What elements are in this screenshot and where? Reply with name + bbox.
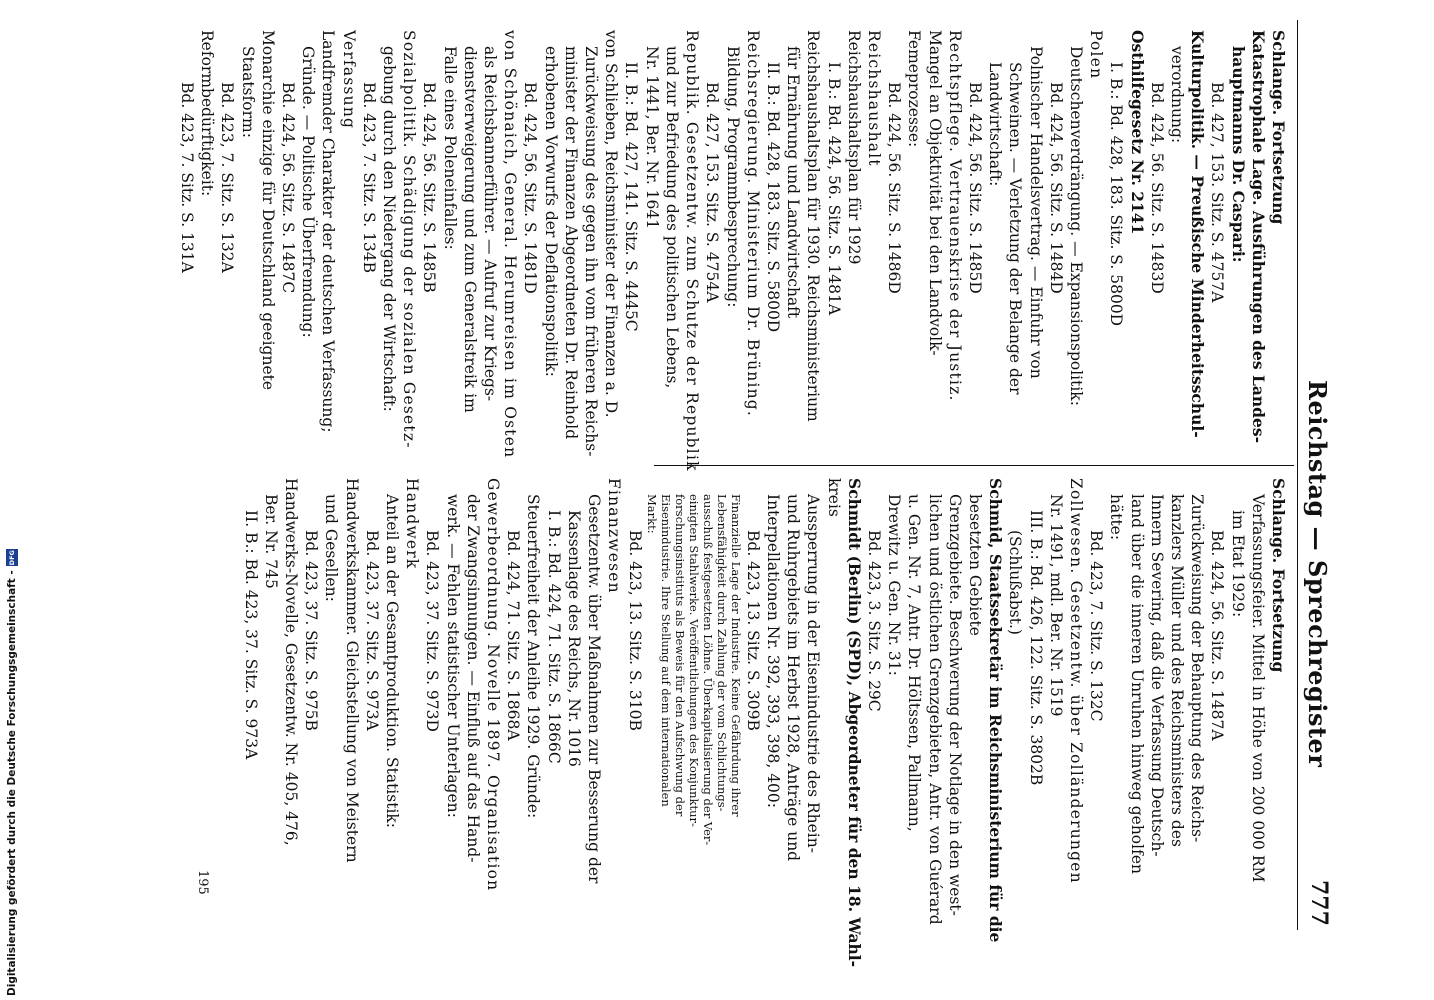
- register-line: Ber. Nr. 745: [261, 494, 280, 589]
- register-line: Reichshaushaltsplan für 1930. Reichsministerium: [804, 30, 823, 422]
- register-line: Bd. 424, 56. Sitz. S. 1484D: [1046, 82, 1065, 294]
- register-line: Osthilfegesetz Nr. 2141: [1127, 30, 1147, 235]
- register-line: Anteil an der Gesamtproduktion. Statistik:: [383, 494, 402, 829]
- register-line: I. B.: Bd. 428, 183. Sitz. S. 5800D: [1107, 62, 1126, 327]
- register-line: Handwerks-Novelle, Gesetzentw. Nr. 405, 476,: [282, 478, 301, 846]
- register-line: Lebensfähigkeit durch Zahlung der vom Schlichtungs-: [714, 494, 729, 812]
- register-line: Deutschenverdrängung. — Expansionspolitik:: [1066, 46, 1085, 406]
- register-line: Landwirtschaft:: [986, 62, 1005, 187]
- register-line: Aussperrung in der Eisenindustrie des Rhein-: [804, 494, 823, 853]
- register-line: Interpellationen Nr. 392, 393, 398, 400:: [763, 494, 782, 808]
- register-line: Zurückweisung der Behauptung des Reichs-: [1188, 494, 1207, 843]
- register-line: Drewitz u. Gen. Nr. 31:: [885, 494, 904, 676]
- register-line: von Schlieben, Reichsminister der Finanzen a. D.: [602, 30, 621, 418]
- register-line: Mangel an Objektivität bei den Landvolk-: [925, 30, 944, 356]
- register-line: Monarchie einzige für Deutschland geeignete: [258, 30, 277, 391]
- register-line: minister der Finanzen Abgeordneten Dr. Reinhold: [561, 46, 580, 440]
- register-line: Reformbedürftigkeit:: [198, 30, 217, 197]
- register-line: Bildung, Programmbesprechung:: [723, 46, 742, 308]
- register-line: forschungsinstituts als Beweis für den Aufschwung der: [672, 494, 687, 817]
- register-line: lichen und östlichen Grenzgebieten, Antr. von Guérard: [925, 494, 944, 925]
- register-line: u. Gen. Nr. 7, Antr. Dr. Höltssen, Pallmann,: [905, 494, 924, 832]
- register-line: kanzlers Müller und des Reichsministers des: [1167, 494, 1186, 847]
- register-line: Bd. 424, 56. Sitz. S. 1483D: [1147, 82, 1166, 294]
- register-line: hauptmanns Dr. Caspari:: [1228, 46, 1248, 263]
- dfg-logo-icon: DFG: [8, 550, 16, 566]
- register-line: kreis: [824, 478, 843, 517]
- register-line: (Schlußabst.): [1006, 530, 1025, 635]
- register-line: Bd. 427, 153. Sitz. S. 4754A: [703, 82, 722, 303]
- register-line: Reichshaushaltsplan für 1929: [844, 30, 863, 265]
- register-line: Bd. 423, 13. Sitz. S. 309B: [743, 530, 762, 731]
- register-line: Bd. 423, 37. Sitz. S. 975B: [302, 530, 321, 731]
- register-line: Gesetzentw. über Maßnahmen zur Besserung der: [585, 494, 604, 884]
- register-line: erhobenen Vorwurfs der Deflationspolitik:: [541, 46, 560, 377]
- register-line: Finanzielle Lage der Industrie. Keine Gefährdung ihrer: [728, 494, 743, 817]
- register-line: Katastrophale Lage. Ausführungen des Landes-: [1248, 30, 1268, 444]
- register-line: Schlange. Fortsetzung: [1269, 30, 1288, 225]
- register-line: Nr. 1491, mdl. Ber. Nr. 1519: [1046, 494, 1065, 717]
- register-line: Bd. 423, 3. Sitz. S. 29C: [864, 530, 883, 712]
- register-line: Bd. 423, 7. Sitz. S. 132A: [218, 82, 237, 273]
- right-column: [240, 478, 1288, 968]
- register-line: Bd. 424, 56. Sitz. S. 1487A: [1208, 530, 1227, 741]
- register-line: ausschuß festgesetzten Löhne. Überkapitalisierung der Ver-: [700, 494, 715, 846]
- register-line: Handwerk: [403, 478, 422, 570]
- register-line: Schmid, Staatssekretär im Reichsministerium für die: [986, 478, 1006, 943]
- running-title: Reichstag — Sprechregister: [1303, 380, 1332, 768]
- register-line: der Zwangsinnungen. — Einfluß auf das Hand-: [463, 494, 482, 863]
- register-line: und zur Befriedung des politischen Lebens,: [662, 46, 681, 389]
- register-line: land über die inneren Unruhen hinweg geholfen: [1127, 494, 1146, 874]
- register-line: Nr. 1441, Ber. Nr. 1641: [642, 46, 661, 230]
- register-line: Grenzgebiete. Beschwerung der Notlage in den west-: [945, 494, 964, 916]
- register-line: Handwerkskammer. Gleichstellung von Meistern: [342, 478, 361, 863]
- register-line: II. B.: Bd. 428, 183. Sitz. S. 5800D: [763, 62, 782, 333]
- register-line: Verfassung: [339, 30, 358, 130]
- register-line: Reichshaushalt: [864, 30, 883, 167]
- register-line: Bd. 423, 7. Sitz. S. 131A: [178, 82, 197, 273]
- register-line: Bd. 424, 56. Sitz. S. 1481D: [521, 82, 540, 294]
- register-line: Femeprozesse:: [905, 30, 924, 148]
- register-line: verordnung:: [1167, 46, 1186, 144]
- register-line: Gewerbeordnung. Novelle 1897. Organisation: [484, 478, 503, 892]
- register-line: Verfassungsfeier. Mittel in Höhe von 200 000 RM: [1248, 494, 1267, 883]
- register-line: Bd. 423, 7. Sitz. S. 132C: [1087, 530, 1106, 722]
- register-line: Bd. 423, 37. Sitz. S. 973D: [423, 530, 442, 732]
- register-line: und Gesellen:: [322, 494, 341, 602]
- register-line: Kulturpolitik. — Preußische Minderheitsschul-: [1188, 30, 1208, 438]
- register-line: Innern Severing, daß die Verfassung Deutsch-: [1147, 494, 1166, 857]
- register-line: Bd. 427, 153. Sitz. S. 4757A: [1208, 82, 1227, 303]
- register-line: Landfremder Charakter der deutschen Verfassung;: [319, 30, 338, 433]
- register-line: Republik. Gesetzentw. zum Schutze der Republik: [683, 30, 702, 472]
- register-line: Bd. 424, 56. Sitz. S. 1485D: [965, 82, 984, 294]
- register-line: Bd. 423, 7. Sitz. S. 134B: [359, 82, 378, 274]
- register-line: für Ernährung und Landwirtschaft: [784, 46, 803, 319]
- register-line: Markt:: [644, 494, 659, 534]
- attribution-text: Digitalisierung gefördert durch die Deutsche Forschungsgemeinschaft -: [6, 570, 18, 996]
- register-line: dienstverweigerung und zum Generalstreik im: [460, 46, 479, 413]
- register-line: Schlange. Fortsetzung: [1269, 478, 1288, 673]
- register-line: Sozialpolitik. Schädigung der sozialen Gesetz-: [400, 30, 419, 449]
- register-line: III. B.: Bd. 426, 122. Sitz. S. 3802B: [1026, 510, 1045, 786]
- register-line: und Ruhrgebiets im Herbst 1928, Anträge und: [784, 494, 803, 862]
- register-line: II. B.: Bd. 423, 37. Sitz. S. 973A: [241, 510, 260, 760]
- register-line: Schmidt (Berlin) (SPD), Abgeordneter für den 18. Wahl-: [844, 478, 864, 968]
- register-line: Polen: [1087, 30, 1106, 80]
- register-line: Reichsregierung. Ministerium Dr. Brüning.: [743, 30, 762, 418]
- register-line: Bd. 424, 56. Sitz. S. 1485B: [420, 82, 439, 293]
- register-line: Staatsform:: [238, 46, 257, 138]
- attribution-strip: [6, 549, 18, 996]
- register-line: Bd. 424, 56. Sitz. S. 1486D: [885, 82, 904, 294]
- register-line: Steuerfreiheit der Anleihe 1929. Gründe:: [524, 494, 543, 819]
- register-line: Schweinen. — Verletzung der Belange der: [1006, 62, 1025, 395]
- footer-page-number: 195: [195, 870, 210, 895]
- register-line: von Schönaich, General. Herumreisen im Osten: [501, 30, 520, 459]
- column-divider: [654, 465, 1294, 466]
- register-line: Kassenlage des Reichs, Nr. 1016: [564, 510, 583, 767]
- register-line: Finanzwesen: [605, 478, 624, 594]
- register-line: Eisenindustrie. Ihre Stellung auf dem internationalen: [658, 494, 673, 807]
- register-line: gebung durch den Niedergang der Wirtschaft:: [380, 46, 399, 412]
- register-line: Bd. 424, 71. Sitz. S. 1868A: [504, 530, 523, 741]
- register-line: II. B.: Bd. 427, 141. Sitz. S. 4445C: [622, 62, 641, 332]
- register-line: besetzten Gebiete: [965, 494, 984, 636]
- register-line: Polnischer Handelsvertrag. — Einfuhr von: [1026, 46, 1045, 379]
- left-column: [177, 30, 1288, 472]
- register-line: einigten Stahlwerke. Veröffentlichungen des Konjunktur-: [686, 494, 701, 827]
- register-line: im Etat 1929:: [1228, 510, 1247, 618]
- register-line: werk. — Fehlen statistischer Unterlagen:: [443, 494, 462, 818]
- header-rule: [1297, 20, 1298, 930]
- register-line: Bd. 424, 56. Sitz. S. 1487C: [279, 82, 298, 294]
- register-line: Gründe. — Politische Überfremdung:: [299, 46, 318, 338]
- register-line: I. B.: Bd. 424, 71. Sitz. S. 1866C: [544, 510, 563, 764]
- register-line: I. B.: Bd. 424, 56. Sitz. S. 1481A: [824, 62, 843, 316]
- register-line: Falle eines Poleneinfalles:: [440, 46, 459, 250]
- register-line: Rechtspflege. Vertrauenskrise der Justiz.: [945, 30, 964, 402]
- register-line: hätte:: [1107, 494, 1126, 541]
- rotated-register-page: [44, 0, 1334, 1000]
- register-line: Zurückweisung des gegen ihn vom früheren Reichs-: [582, 46, 601, 457]
- register-line: Zollwesen. Gesetzentw. über Zolländerungen: [1066, 478, 1085, 884]
- page-number: 777: [1306, 880, 1332, 926]
- register-line: Bd. 423, 13. Sitz. S. 310B: [625, 530, 644, 731]
- register-line: als Reichsbannerführer. — Aufruf zur Kriegs-: [481, 46, 500, 402]
- register-line: Bd. 423, 37. Sitz. S. 973A: [362, 530, 381, 731]
